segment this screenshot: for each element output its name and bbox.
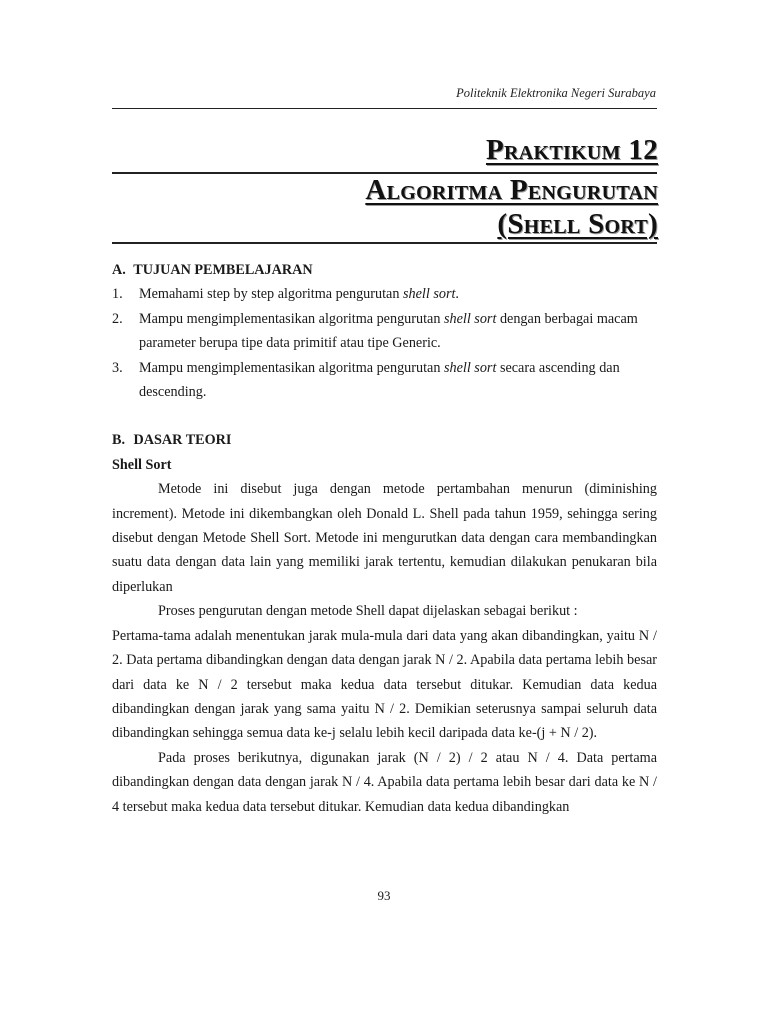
page-body (112, 258, 657, 819)
list-item-text-end: . (455, 286, 459, 303)
section-spacer (112, 404, 657, 428)
list-item-emphasis: shell sort (402, 286, 456, 303)
section-a-title: TUJUAN PEMBELAJARAN (133, 262, 313, 278)
paragraph-1: Metode ini disebut juga dengan metode pertambahan menurun (diminishing increment). Metode ini dikembangkan oleh Donald L. Shell pada tahun 1959, sehingga sering disebut dengan Metode Shell Sort. Metode ini mengurutkan data dengan cara membandingkan suatu data dengan data lain yang memiliki jarak tertentu, kemudian dilakukan penukaran bila diperlukan (112, 481, 657, 595)
paragraph-4: Pada proses berikutnya, digunakan jarak (N / 2) / 2 atau N / 4. Data pertama dibandingkan dengan data dengan jarak N / 4. Apabila data pertama lebih besar dari data ke N / 4 tersebut maka kedua data tersebut ditukar. Kemudian data kedua dibandingkan (112, 749, 657, 815)
section-b-title: DASAR TEORI (133, 432, 232, 449)
section-a-heading (112, 258, 657, 282)
paragraph-3: Pertama-tama adalah menentukan jarak mula-mula dari data yang akan dibandingkan, yaitu N / 2. Data pertama dibandingkan dengan data dengan jarak N / 2. Apabila data pertama lebih besar dari data ke N / 2 tersebut maka kedua data tersebut ditukar. Kemudian data kedua dibandingkan dengan jarak yang sama yaitu N / 2. Demikian seterusnya sampai seluruh data dibandingkan sehingga semua data ke-j selalu lebih kecil daripada data ke-(j + N / 2). (112, 627, 657, 742)
list-item (112, 282, 657, 306)
objectives-list (112, 282, 657, 404)
title-rule-lower (112, 242, 657, 244)
list-item-number: 2. (112, 310, 123, 327)
list-item-text: Mampu mengimplementasikan algoritma pengurutan (139, 359, 444, 376)
list-item (112, 307, 657, 356)
section-b-heading (112, 428, 657, 452)
list-item-text: Memahami step by step algoritma pengurutan (139, 286, 403, 303)
paragraph-2: Proses pengurutan dengan metode Shell dapat dijelaskan sebagai berikut : (158, 603, 578, 620)
subsection-title: Shell Sort (112, 456, 172, 473)
list-item (112, 356, 657, 405)
header-rule (112, 108, 657, 109)
chapter-subtitle: Algoritma Pengurutan (365, 174, 658, 206)
list-item-number: 1. (112, 286, 123, 303)
section-a-marker: A. (112, 262, 126, 278)
chapter-subtitle-paren: (Shell Sort) (497, 208, 658, 240)
list-item-emphasis: shell sort (443, 359, 497, 376)
list-item-text-end: secara ascending dan descending. (139, 359, 620, 401)
list-item-text: Mampu mengimplementasikan algoritma pengurutan (139, 310, 444, 327)
list-item-emphasis: shell sort (443, 310, 497, 327)
list-item-text-end: dengan berbagai macam parameter berupa tipe data primitif atau tipe Generic. (139, 310, 638, 352)
page-number: 93 (377, 888, 391, 903)
institution-name: Politeknik Elektronika Negeri Surabaya (456, 86, 656, 100)
list-item-number: 3. (112, 359, 123, 376)
chapter-title: Praktikum 12 (485, 134, 658, 166)
section-b-marker: B. (112, 432, 126, 449)
